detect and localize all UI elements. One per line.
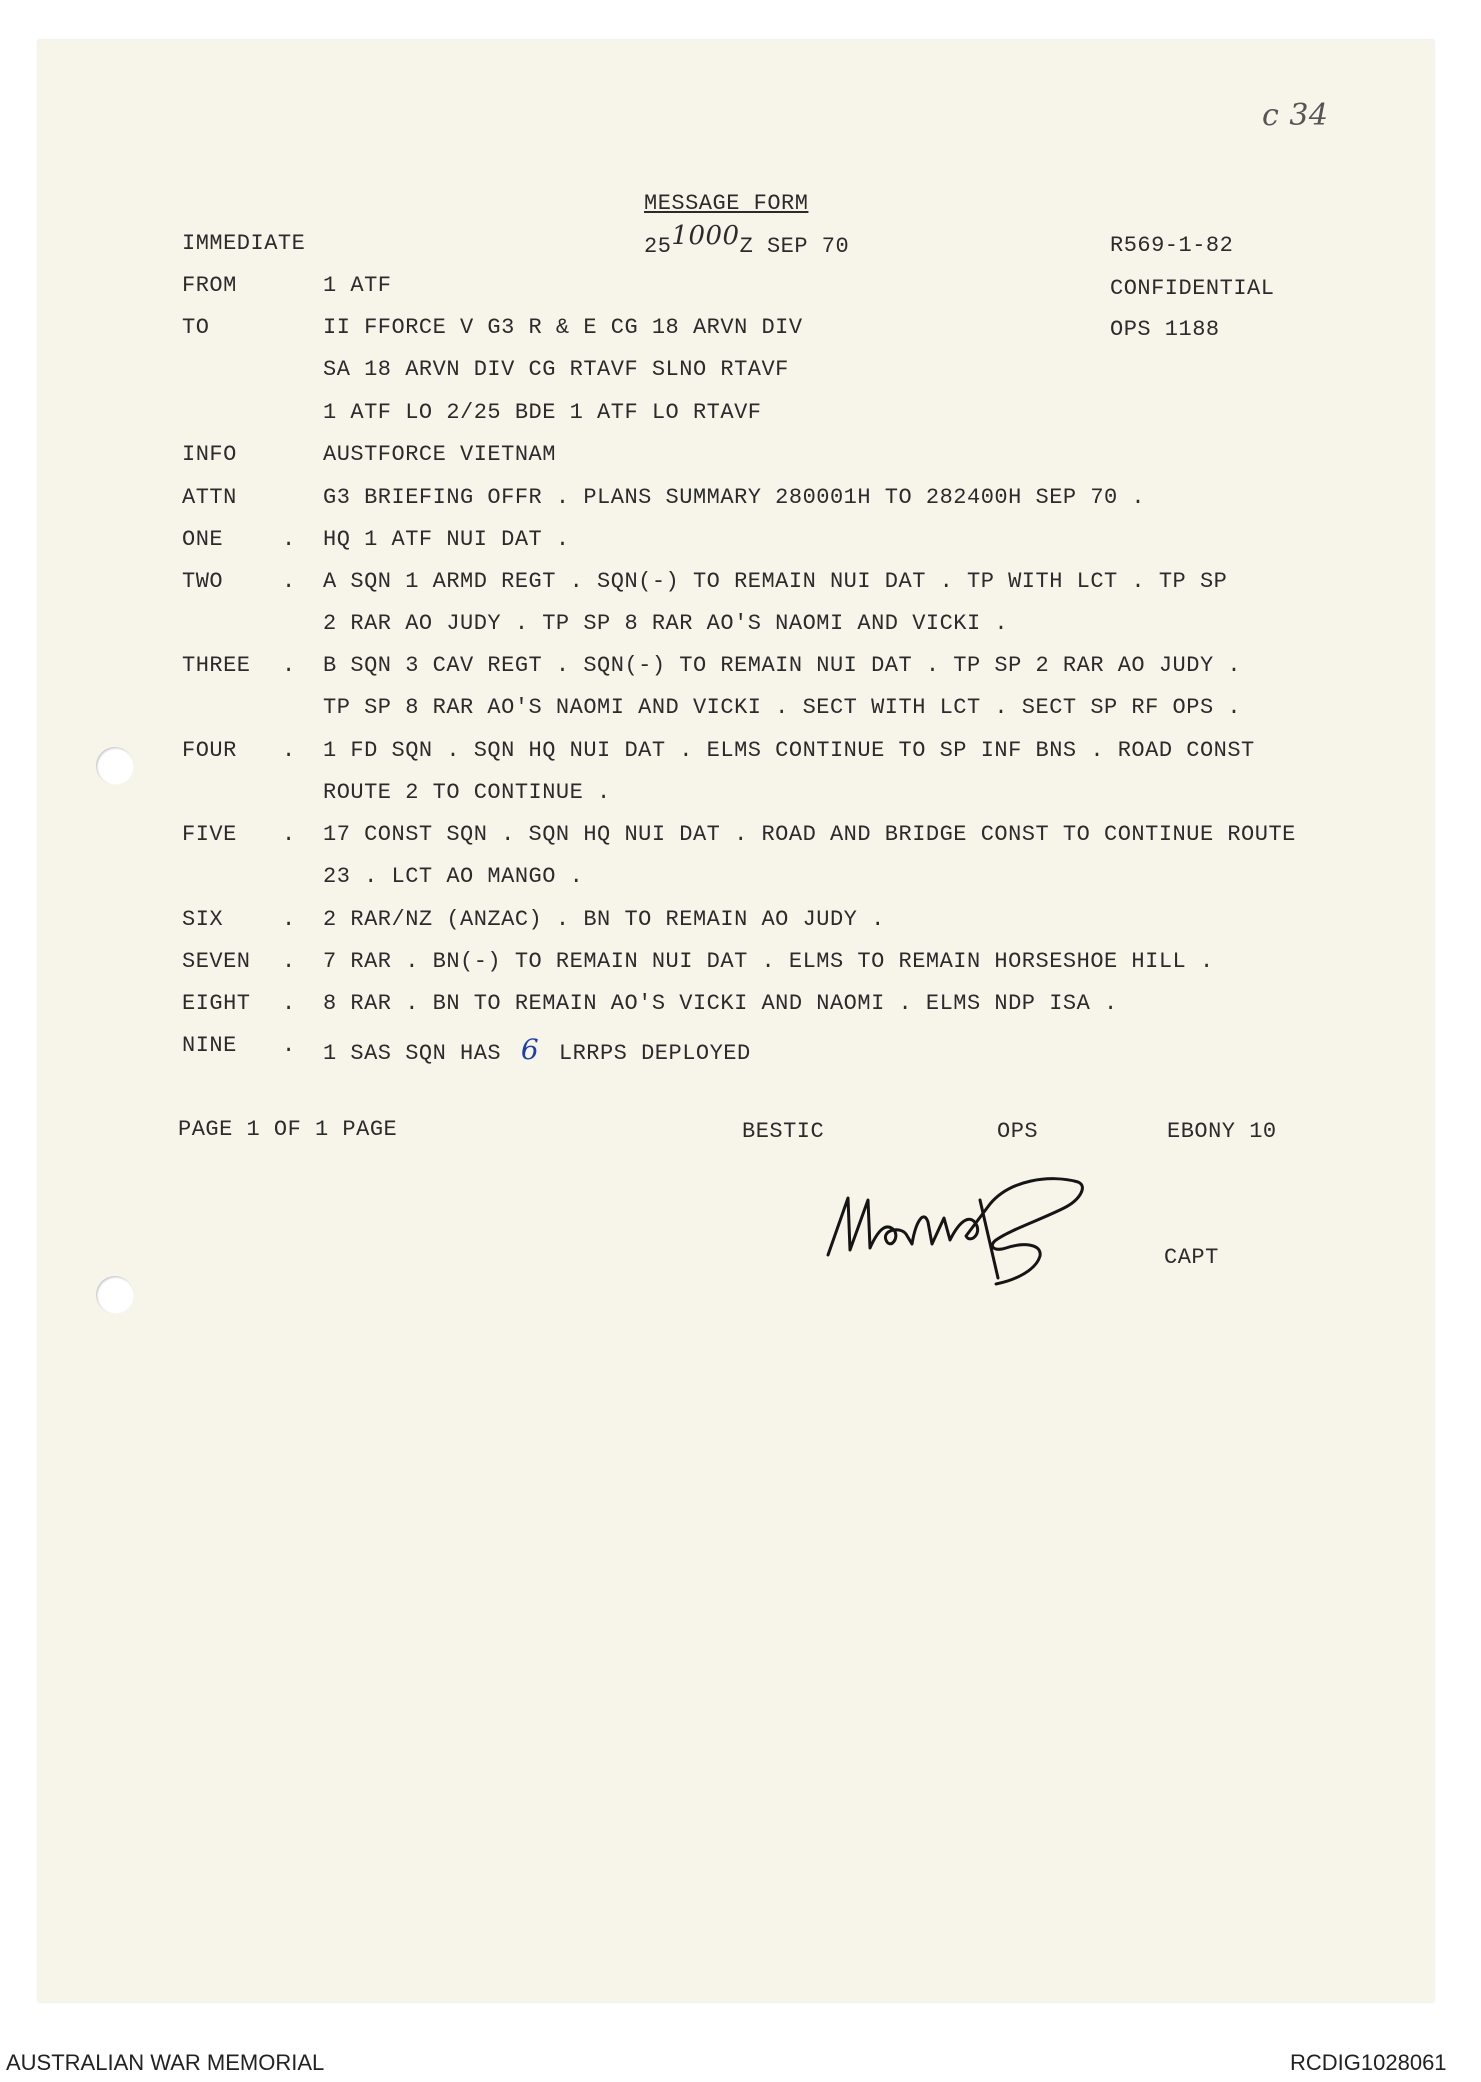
signature — [820, 1160, 1100, 1290]
form-title: MESSAGE FORM — [644, 191, 809, 216]
para-label: ONE — [182, 527, 224, 552]
para-dot: . — [282, 527, 296, 552]
attn-value: G3 BRIEFING OFFR . PLANS SUMMARY 280001H TO 282400H SEP 70 . — [323, 485, 1146, 510]
para-dot: . — [282, 569, 296, 594]
para-label: TWO — [182, 569, 224, 594]
para-dot: . — [282, 907, 296, 932]
para-dot: . — [282, 1033, 296, 1058]
archive-id: RCDIG1028061 — [1290, 2050, 1447, 2075]
attn-label: ATTN — [182, 485, 237, 510]
para-line: 8 RAR . BN TO REMAIN AO'S VICKI AND NAOMI . ELMS NDP ISA . — [323, 991, 1118, 1016]
para-label: FIVE — [182, 822, 237, 847]
para-line: TP SP 8 RAR AO'S NAOMI AND VICKI . SECT WITH LCT . SECT SP RF OPS . — [323, 695, 1242, 720]
para-dot: . — [282, 949, 296, 974]
para-label: EIGHT — [182, 991, 251, 1016]
nine-text-start: 1 SAS SQN HAS — [323, 1041, 502, 1066]
para-dot: . — [282, 991, 296, 1016]
para-label: THREE — [182, 653, 251, 678]
para-label: SEVEN — [182, 949, 251, 974]
punch-hole-top — [96, 747, 134, 785]
branch: OPS — [997, 1119, 1039, 1144]
from-label: FROM — [182, 273, 237, 298]
para-line: 2 RAR/NZ (ANZAC) . BN TO REMAIN AO JUDY . — [323, 907, 885, 932]
para-dot: . — [282, 738, 296, 763]
para-line: B SQN 3 CAV REGT . SQN(-) TO REMAIN NUI DAT . TP SP 2 RAR AO JUDY . — [323, 653, 1242, 678]
from-value: 1 ATF — [323, 273, 392, 298]
originator: BESTIC — [742, 1119, 825, 1144]
para-line: HQ 1 ATF NUI DAT . — [323, 527, 570, 552]
para-line: 1 FD SQN . SQN HQ NUI DAT . ELMS CONTINUE TO SP INF BNS . ROAD CONST — [323, 738, 1255, 763]
nine-text-end: LRRPS DEPLOYED — [558, 1041, 751, 1066]
para-line: 17 CONST SQN . SQN HQ NUI DAT . ROAD AND BRIDGE CONST TO CONTINUE ROUTE — [323, 822, 1296, 847]
rank: CAPT — [1164, 1245, 1219, 1270]
info-value: AUSTFORCE VIETNAM — [323, 442, 556, 467]
page-note: c 34 — [1262, 98, 1329, 133]
reference-number: R569-1-82 — [1110, 233, 1234, 258]
para-label: NINE — [182, 1033, 237, 1058]
punch-hole-bottom — [96, 1276, 134, 1314]
classification: CONFIDENTIAL — [1110, 276, 1275, 301]
ops-number: OPS 1188 — [1110, 317, 1220, 342]
to-label: TO — [182, 315, 210, 340]
dtg-time-handwritten: 1000 — [671, 221, 740, 251]
handwritten-number: 6 — [520, 1033, 540, 1066]
date-time-group — [644, 221, 850, 259]
page-count: PAGE 1 OF 1 PAGE — [178, 1117, 398, 1142]
para-label: FOUR — [182, 738, 237, 763]
to-line: II FFORCE V G3 R & E CG 18 ARVN DIV — [323, 315, 803, 340]
dtg-prefix: 25 — [644, 234, 672, 259]
info-label: INFO — [182, 442, 237, 467]
to-line: 1 ATF LO 2/25 BDE 1 ATF LO RTAVF — [323, 400, 762, 425]
para-dot: . — [282, 653, 296, 678]
precedence: IMMEDIATE — [182, 231, 306, 256]
to-line: SA 18 ARVN DIV CG RTAVF SLNO RTAVF — [323, 357, 789, 382]
para-line: 2 RAR AO JUDY . TP SP 8 RAR AO'S NAOMI AND VICKI . — [323, 611, 1009, 636]
para-dot: . — [282, 822, 296, 847]
telephone: EBONY 10 — [1167, 1119, 1277, 1144]
dtg-suffix: Z SEP 70 — [739, 234, 850, 259]
para-line: ROUTE 2 TO CONTINUE . — [323, 780, 611, 805]
para-line: 23 . LCT AO MANGO . — [323, 864, 584, 889]
para-line: 7 RAR . BN(-) TO REMAIN NUI DAT . ELMS TO REMAIN HORSESHOE HILL . — [323, 949, 1214, 974]
archive-credit: AUSTRALIAN WAR MEMORIAL — [6, 2050, 325, 2075]
para-line: A SQN 1 ARMD REGT . SQN(-) TO REMAIN NUI DAT . TP WITH LCT . TP SP — [323, 569, 1228, 594]
para-label: SIX — [182, 907, 224, 932]
para-line — [323, 1033, 751, 1066]
